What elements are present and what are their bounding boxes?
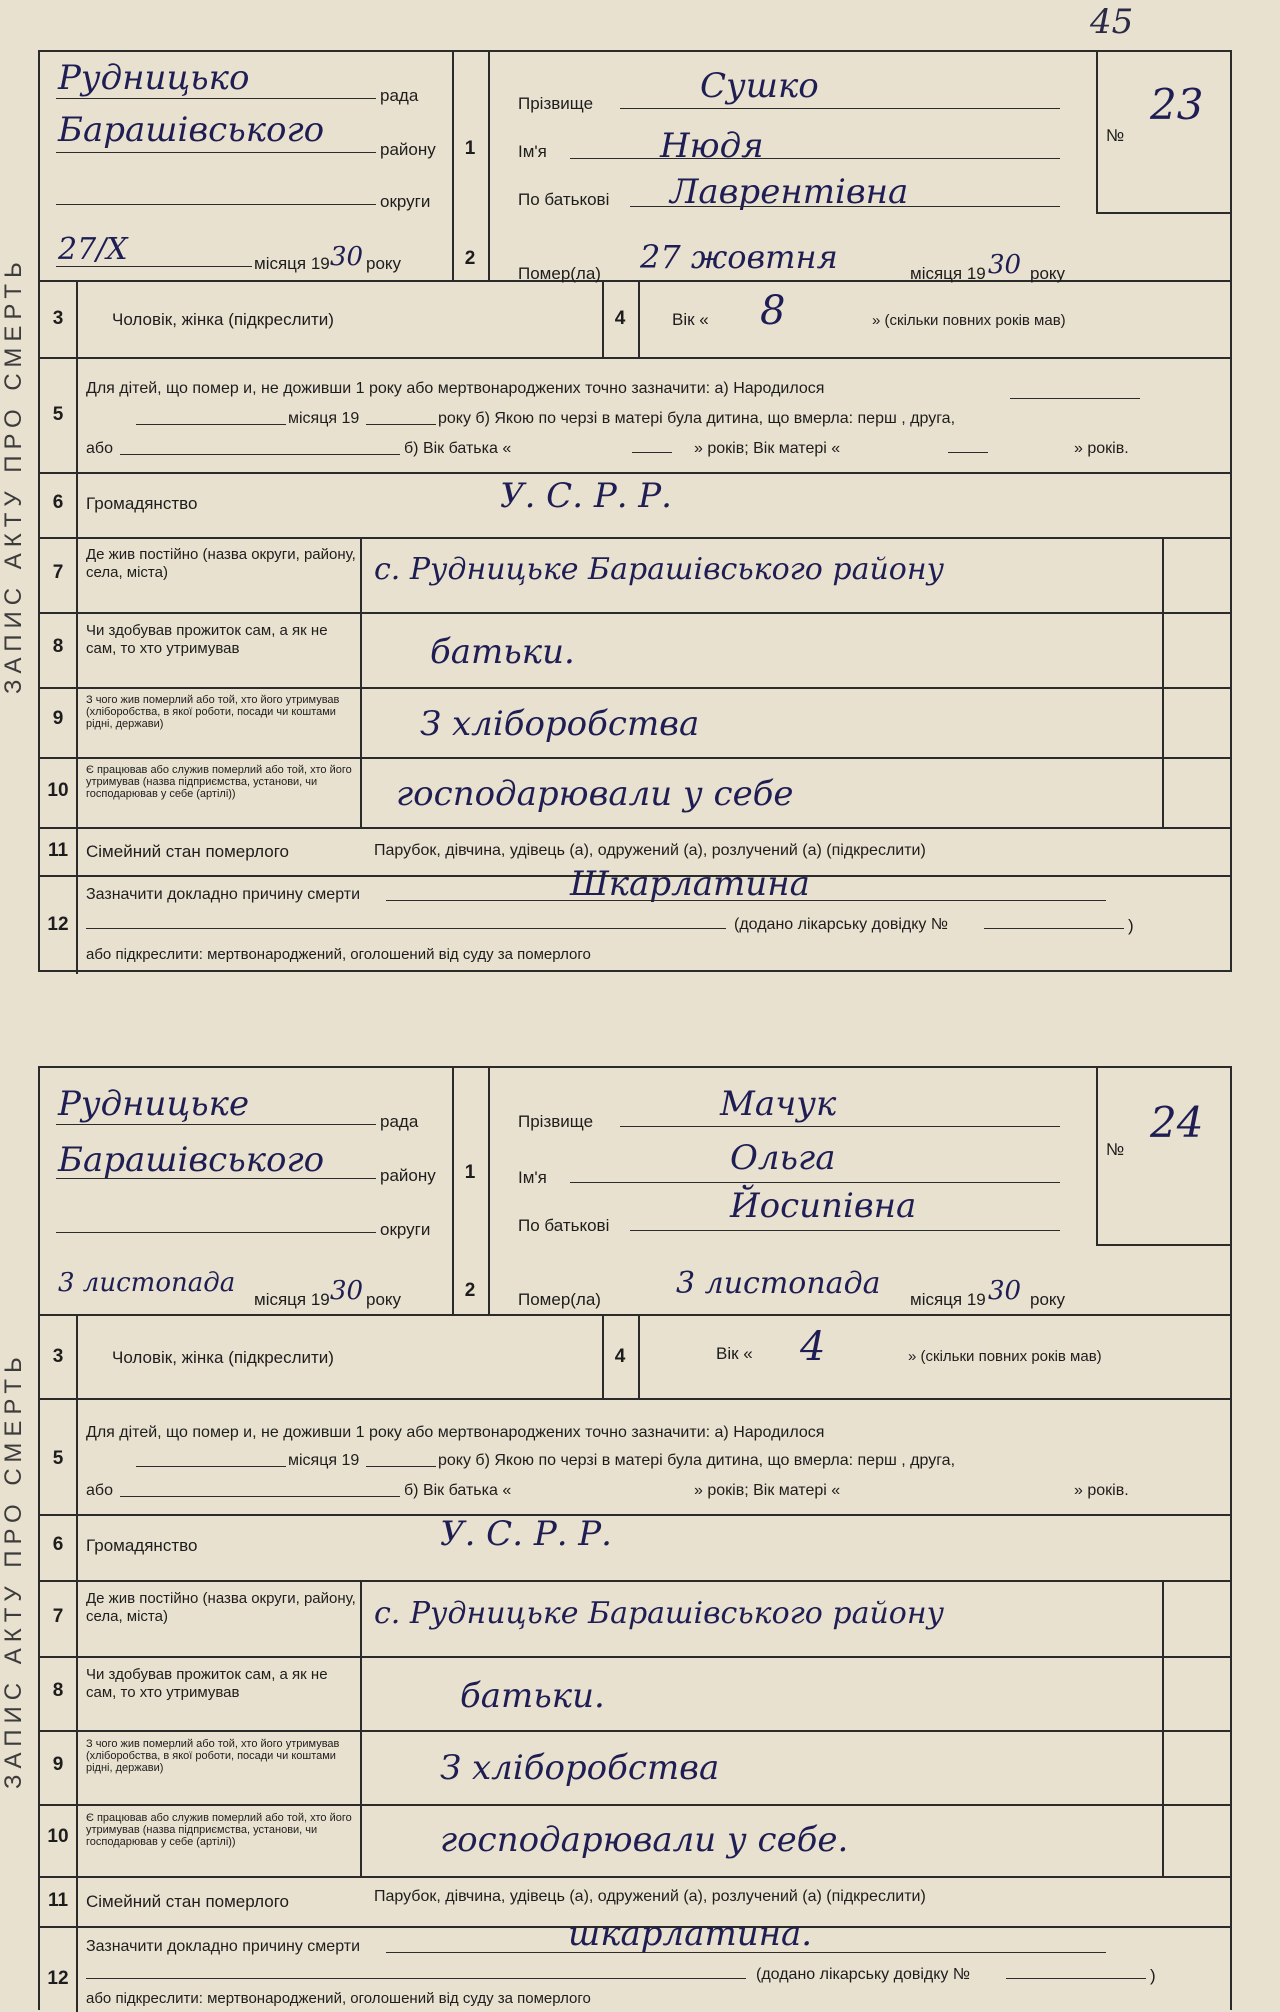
children-line-1: Для дітей, що помер и, не доживши 1 року або мертвонароджених точно зазначити: а) Народилося — [86, 380, 825, 397]
children-line-3d: » років. — [1074, 440, 1129, 457]
died-year: 30 — [988, 250, 1022, 280]
row-num-12: 12 — [47, 914, 69, 935]
income-label-2: З чого жив померлий або той, хто його утримував (хліборобства, в якої роботи, посади чи коштами рідні, держави) — [86, 1738, 340, 1774]
row-num-3: 3 — [52, 308, 64, 329]
row-num-1: 1 — [464, 138, 476, 159]
employment-value: господарювали у себе — [396, 774, 794, 814]
row-num-11: 11 — [47, 840, 69, 861]
children-line-3b: б) Вік батька « — [404, 440, 512, 457]
surname-label-2: Прізвище — [518, 1112, 594, 1131]
rada-value-2: Рудницьке — [58, 1084, 250, 1124]
children-line-3d-2: » років. — [1074, 1482, 1129, 1499]
employment-label-2: Є працював або служив померлий або той, хто його утримував (назва підприємства, установи, чи господарював у себе (артілі)) — [86, 1812, 352, 1848]
residence-label-2: Де жив постійно (назва округи, району, села, міста) — [86, 1590, 356, 1625]
rada-value: Рудницько — [58, 58, 250, 98]
cause-value: Шкарлатина — [570, 864, 810, 904]
cause-label: Зазначити докладно причину смерти — [86, 886, 361, 903]
died-value: 27 жовтня — [640, 238, 838, 276]
record-form-2 — [38, 1066, 1232, 2010]
age-label: Вік « — [672, 310, 709, 329]
row-num-10-2: 10 — [47, 1826, 69, 1847]
corner-note: 45 — [1090, 2, 1134, 42]
sex-label: Чоловік, жінка (підкреслити) — [112, 310, 334, 329]
cert-label: (додано лікарську довідку № — [734, 916, 949, 933]
rada-label-2: рада — [380, 1112, 419, 1131]
children-line-2: місяця 19 — [288, 410, 360, 427]
row-num-10: 10 — [47, 780, 69, 801]
marital-options-2: Парубок, дівчина, удівець (а), одружений (а), розлучений (а) (підкреслити) — [374, 1888, 926, 1905]
died-month-label: місяця 19 — [910, 264, 986, 283]
raion-value-2: Барашівського — [58, 1140, 325, 1180]
side-label-bottom: ЗАПИС АКТУ ПРО СМЕРТЬ — [0, 1351, 27, 1789]
children-line-3a-2: або — [86, 1482, 113, 1499]
row-num-11-2: 11 — [47, 1890, 69, 1911]
year-suffix-2: року — [366, 1290, 402, 1309]
income-value: З хліборобства — [420, 704, 700, 744]
marital-options: Парубок, дівчина, удівець (а), одружений (а), розлучений (а) (підкреслити) — [374, 842, 926, 859]
age-value: 8 — [760, 288, 786, 334]
cause-value-2: шкарлатина. — [568, 1914, 813, 1954]
okruhy-label: округи — [380, 192, 431, 211]
died-value-2: 3 листопада — [676, 1266, 881, 1301]
month-label-2: місяця 19 — [254, 1290, 330, 1309]
sex-label-2: Чоловік, жінка (підкреслити) — [112, 1348, 334, 1367]
name-label-2: Ім'я — [518, 1168, 547, 1187]
row-num-4: 4 — [614, 308, 626, 329]
children-line-3a: або — [86, 440, 113, 457]
residence-value-2: с. Рудницьке Барашівського району — [374, 1596, 945, 1631]
children-line-2b-2: року б) Якою по черзі в матері була дитина, що вмерла: перш , друга, — [438, 1452, 956, 1469]
citizenship-value-2: У. С. Р. Р. — [440, 1514, 612, 1554]
row-num-8-2: 8 — [52, 1680, 64, 1701]
record-year-2: 30 — [330, 1276, 364, 1306]
record-number: 23 — [1150, 80, 1204, 129]
row-num-8: 8 — [52, 636, 64, 657]
record-number-2: 24 — [1150, 1098, 1204, 1147]
livelihood-value: батьки. — [430, 632, 575, 672]
livelihood-label: Чи здобував прожиток сам, а як не сам, то хто утримував — [86, 622, 328, 657]
children-line-3b-2: б) Вік батька « — [404, 1482, 512, 1499]
marital-label: Сімейний стан померлого — [86, 842, 289, 861]
row-num-12-2: 12 — [47, 1968, 69, 1989]
employment-label: Є працював або служив померлий або той, хто його утримував (назва підприємства, установи, чи господарював у себе (артілі)) — [86, 764, 352, 800]
marital-label-2: Сімейний стан померлого — [86, 1892, 289, 1911]
surname-value-2: Мачук — [720, 1084, 837, 1124]
cert-close: ) — [1128, 916, 1134, 935]
row-num-6: 6 — [52, 492, 64, 513]
patronymic-label: По батькові — [518, 190, 610, 209]
okruhy-label-2: округи — [380, 1220, 431, 1239]
row-num-1-2: 1 — [464, 1162, 476, 1183]
cert-label-2: (додано лікарську довідку № — [756, 1966, 971, 1983]
record-date-2: 3 листопада — [58, 1268, 236, 1298]
record-year: 30 — [330, 242, 364, 272]
died-year-suffix: року — [1030, 264, 1066, 283]
row-num-7-2: 7 — [52, 1606, 64, 1627]
age-suffix-2: » (скільки повних років мав) — [908, 1348, 1102, 1365]
row-num-4-2: 4 — [614, 1346, 626, 1367]
died-year-suffix-2: року — [1030, 1290, 1066, 1309]
stillborn-label-2: або підкреслити: мертвонароджений, оголошений від суду за померлого — [86, 1990, 591, 2007]
row-num-7: 7 — [52, 562, 64, 583]
died-label-2: Помер(ла) — [518, 1290, 601, 1309]
livelihood-label-2: Чи здобував прожиток сам, а як не сам, то хто утримував — [86, 1666, 328, 1701]
month-label: місяця 19 — [254, 254, 330, 273]
rada-label: рада — [380, 86, 419, 105]
died-year-2: 30 — [988, 1276, 1022, 1306]
row-num-6-2: 6 — [52, 1534, 64, 1555]
record-date: 27/X — [58, 232, 128, 267]
row-num-5-2: 5 — [52, 1448, 64, 1469]
surname-value: Сушко — [700, 66, 819, 106]
row-num-2-2: 2 — [464, 1280, 476, 1301]
number-prefix: № — [1106, 126, 1125, 145]
citizenship-label: Громадянство — [86, 494, 198, 513]
stillborn-label: або підкреслити: мертвонароджений, оголошений від суду за померлого — [86, 946, 591, 963]
died-month-label-2: місяця 19 — [910, 1290, 986, 1309]
name-value-2: Ольга — [730, 1138, 836, 1178]
employment-value-2: господарювали у себе. — [440, 1820, 849, 1860]
row-num-3-2: 3 — [52, 1346, 64, 1367]
patronymic-value-2: Йосипівна — [730, 1186, 917, 1226]
row-num-9: 9 — [52, 708, 64, 729]
raion-value: Барашівського — [58, 110, 325, 150]
age-label-2: Вік « — [716, 1344, 753, 1363]
name-label: Ім'я — [518, 142, 547, 161]
income-label: З чого жив померлий або той, хто його утримував (хліборобства, в якої роботи, посади чи коштами рідні, держави) — [86, 694, 340, 730]
age-suffix: » (скільки повних років мав) — [872, 312, 1066, 329]
residence-value: с. Рудницьке Барашівського району — [374, 552, 945, 587]
children-line-3c: » років; Вік матері « — [694, 440, 841, 457]
children-line-2-2: місяця 19 — [288, 1452, 360, 1469]
residence-label: Де жив постійно (назва округи, району, села, міста) — [86, 546, 356, 581]
citizenship-label-2: Громадянство — [86, 1536, 198, 1555]
record-form-1 — [38, 50, 1232, 972]
died-label: Помер(ла) — [518, 264, 601, 283]
name-value: Нюдя — [660, 126, 764, 166]
livelihood-value-2: батьки. — [460, 1676, 605, 1716]
row-num-9-2: 9 — [52, 1754, 64, 1775]
raion-label: району — [380, 140, 436, 159]
income-value-2: З хліборобства — [440, 1748, 720, 1788]
patronymic-label-2: По батькові — [518, 1216, 610, 1235]
raion-label-2: району — [380, 1166, 436, 1185]
row-num-2: 2 — [464, 248, 476, 269]
side-label-top: ЗАПИС АКТУ ПРО СМЕРТЬ — [0, 256, 27, 694]
patronymic-value: Лаврентівна — [670, 172, 909, 212]
children-line-2b: року б) Якою по черзі в матері була дитина, що вмерла: перш , друга, — [438, 410, 956, 427]
children-line-3c-2: » років; Вік матері « — [694, 1482, 841, 1499]
age-value-2: 4 — [800, 1324, 826, 1370]
children-line-1-2: Для дітей, що помер и, не доживши 1 року або мертвонароджених точно зазначити: а) Народилося — [86, 1424, 825, 1441]
row-num-5: 5 — [52, 404, 64, 425]
year-suffix: року — [366, 254, 402, 273]
cert-close-2: ) — [1150, 1966, 1156, 1985]
number-prefix-2: № — [1106, 1140, 1125, 1159]
citizenship-value: У. С. Р. Р. — [500, 476, 672, 516]
surname-label: Прізвище — [518, 94, 594, 113]
cause-label-2: Зазначити докладно причину смерти — [86, 1938, 361, 1955]
